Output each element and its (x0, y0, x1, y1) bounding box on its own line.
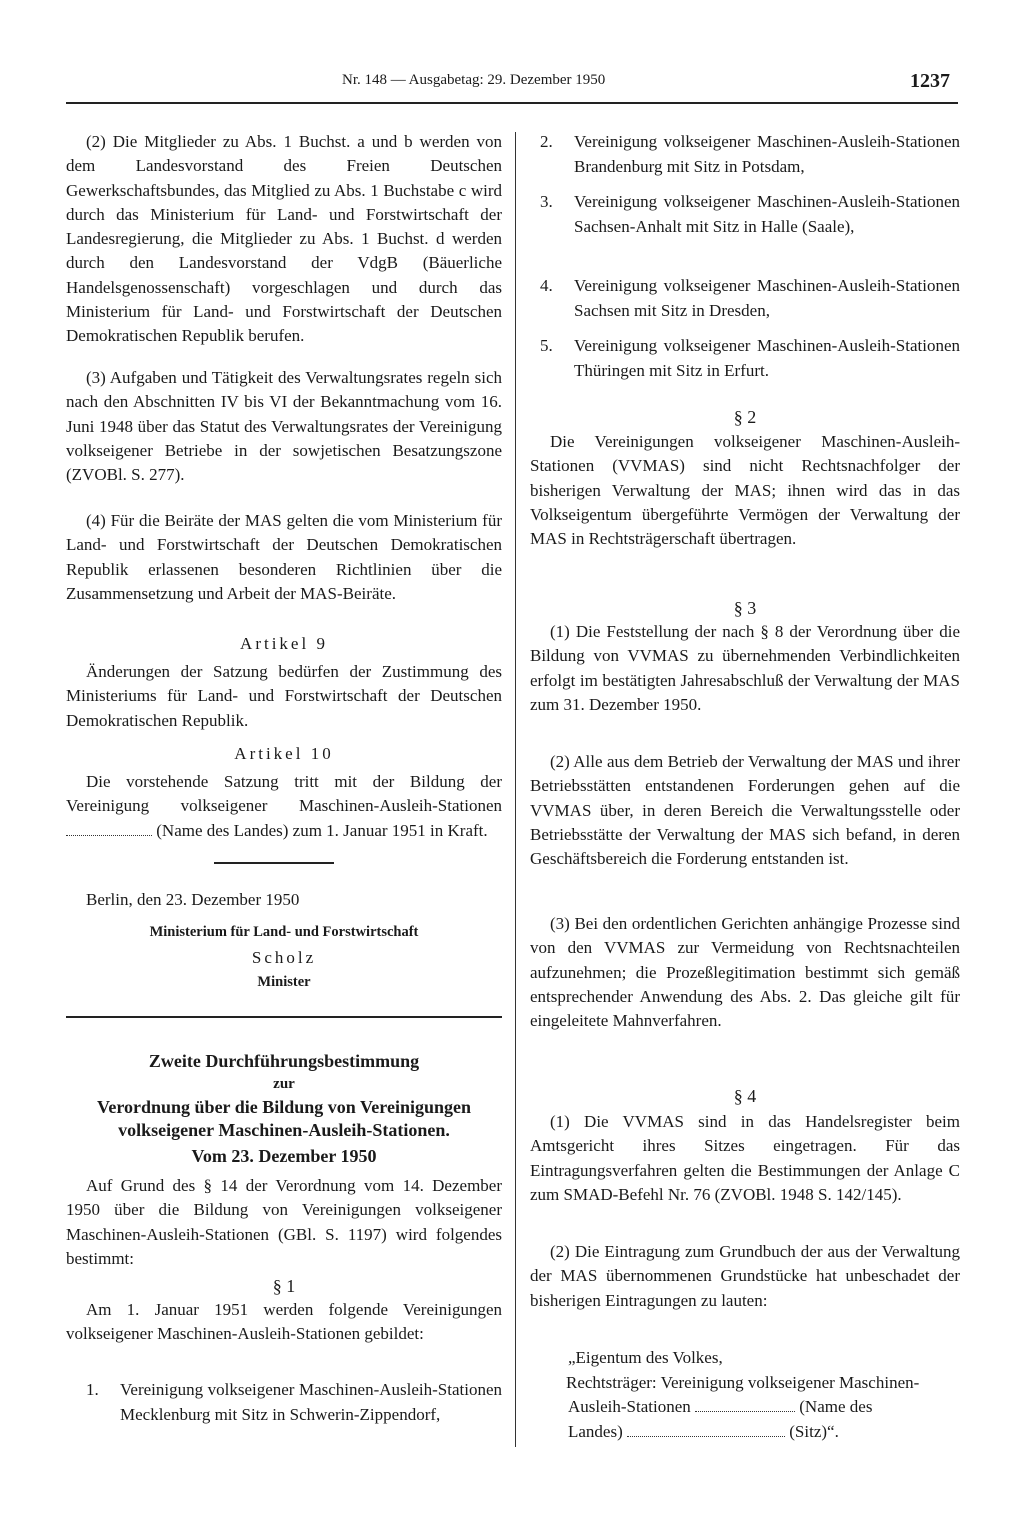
blank-land-name (66, 835, 152, 836)
list-item-text: Vereinigung volkseigener Maschinen-Ausleih-Stationen Sachsen-Anhalt mit Sitz in Halle (Saale), (574, 192, 960, 236)
blank-name-of-land (695, 1411, 795, 1412)
paragraph-4-clause-2: (2) Die Eintragung zum Grundbuch der aus der Verwaltung der MAS übernommenen Grundstücke hat unbeschadet der bisherigen Eintragungen zu lauten: (530, 1242, 960, 1310)
header-rule (66, 102, 958, 104)
para-4-advisory: (4) Für die Beiräte der MAS gelten die vom Ministerium für Land- und Forstwirtschaft der Deutschen Demokratischen Republik erlassenen besonderen Richtlinien über die Zusammensetzung und Arbeit der MAS-Beiräte. (66, 511, 502, 603)
header-issue-line: Nr. 148 — Ausgabetag: 29. Dezember 1950 (342, 72, 606, 88)
signer-title: Minister (257, 974, 311, 990)
place-date: Berlin, den 23. Dezember 1950 (86, 890, 300, 909)
article-9-text: Änderungen der Satzung bedürfen der Zustimmung des Ministeriums für Land- und Forstwirtschaft der Deutschen Demokratischen Republik. (66, 662, 502, 730)
paragraph-3-clause-3: (3) Bei den ordentlichen Gerichten anhängige Prozesse sind von den VVMAS zur Vermeidung von Rechtsnachteilen aufzunehmen; die Prozeßlegitimation bestimmt sich gemäß entsprechender Anwendung des Abs. 2. Das gleiche gilt für eingeleitete Mahnverfahren. (530, 914, 960, 1031)
list-item-text: Vereinigung volkseigener Maschinen-Ausleih-Stationen Sachsen mit Sitz in Dresden, (574, 276, 960, 320)
quote-text: Landes) (568, 1421, 623, 1441)
page-number: 1237 (910, 70, 950, 92)
paragraph-4-clause-1: (1) Die VVMAS sind in das Handelsregister beim Amtsgericht ihres Sitzes eingetragen. Für das Eintragungsverfahren gelten die Bestimmungen der Anlage C zum SMAD-Befehl Nr. 76 (ZVOBl. 1948 S. 142/145). (530, 1112, 960, 1204)
section-rule (66, 1016, 502, 1018)
list-item (86, 1378, 502, 1427)
paragraph-4-heading: § 4 (733, 1086, 757, 1106)
list-item-text: Vereinigung volkseigener Maschinen-Ausleih-Stationen Brandenburg mit Sitz in Potsdam, (574, 132, 960, 176)
list-item (540, 130, 960, 179)
paragraph-2-text: Die Vereinigungen volkseigener Maschinen-Ausleih-Stationen (VVMAS) sind nicht Rechtsnachfolger der bisherigen Verwaltung der MAS; ihnen wird das in das Volkseigentum übergeführte Vermögen der Verwaltung der MAS in Rechtsträgerschaft übertragen. (530, 432, 960, 549)
article-10-heading: Artikel 10 (234, 744, 334, 763)
quote-line-2 (568, 1371, 960, 1420)
paragraph-3-clause-1: (1) Die Feststellung der nach § 8 der Verordnung über die Bildung von VVMAS zu übernehmenden Verbindlichkeiten erfolgt im bestätigten Jahresabschluß der Verwaltung der MAS zum 31. Dezember 1950. (530, 622, 960, 714)
list-item-number: 3. (540, 192, 553, 211)
list-item (540, 334, 960, 383)
paragraph-1-text: Am 1. Januar 1951 werden folgende Vereinigungen volkseigener Maschinen-Ausleih-Stationen gebildet: (66, 1300, 502, 1344)
paragraph-2-heading: § 2 (733, 407, 757, 427)
paragraph-1-heading: § 1 (272, 1276, 296, 1296)
para-2-members: (2) Die Mitglieder zu Abs. 1 Buchst. a und b werden von dem Landesvorstand des Freien Deutschen Gewerkschaftsbundes, das Mitglied zu Abs. 1 Buchstabe c wird durch das Ministerium für Land- und Forstwirtschaft der Landesregierung, die Mitglieder zu Abs. 1 Buchst. d werden durch den Landesvorstand der VdgB (Bäuerliche Handelsgenossenschaft) vorgeschlagen und durch das Ministerium für Land- und Forstwirtschaft der Deutschen Demokratischen Republik berufen. (66, 132, 502, 346)
quote-line-3 (568, 1420, 960, 1445)
paragraph-3-clause-2: (2) Alle aus dem Betrieb der Verwaltung der MAS und ihrer Betriebsstätten entstandenen Forderungen gehen auf die VVMAS über, in deren Bereich die Verwaltungsstelle oder Betriebsstätte der Verwaltung der MAS sich befand, in deren Geschäftsbereich die Forderung entstanden ist. (530, 752, 960, 869)
column-divider (515, 132, 516, 1447)
short-rule (214, 862, 334, 864)
list-item-text: Vereinigung volkseigener Maschinen-Ausleih-Stationen Thüringen mit Sitz in Erfurt. (574, 336, 960, 380)
list-item-number: 5. (540, 336, 553, 355)
land-register-quote (568, 1346, 960, 1444)
article-9-heading: Artikel 9 (240, 634, 328, 653)
signer-name: Scholz (251, 948, 317, 967)
list-item-text: Vereinigung volkseigener Maschinen-Ausleih-Stationen Mecklenburg mit Sitz in Schwerin-Zippendorf, (120, 1380, 502, 1424)
ordinance-title (66, 1050, 502, 1142)
quote-text: (Sitz)“. (789, 1421, 839, 1441)
article-10-text: Die vorstehende Satzung tritt mit der Bildung der Vereinigung volkseigener Maschinen-Ausleih-Stationen (Name des Landes) zum 1. Januar 1951 in Kraft. (66, 772, 502, 840)
list-item-number: 4. (540, 276, 553, 295)
ordinance-date: Vom 23. Dezember 1950 (191, 1146, 377, 1166)
quote-line-1: „Eigentum des Volkes, (568, 1348, 723, 1367)
ministry-name: Ministerium für Land- und Forstwirtschaft (149, 924, 419, 940)
quote-text: (Name des (799, 1397, 873, 1416)
list-item (540, 190, 960, 239)
title-line-2: zur (273, 1076, 295, 1092)
blank-seat (627, 1436, 785, 1437)
list-item (540, 274, 960, 323)
paragraph-3-heading: § 3 (733, 598, 757, 618)
para-3-tasks: (3) Aufgaben und Tätigkeit des Verwaltungsrates regeln sich nach den Abschnitten IV bis VI der Bekanntmachung vom 16. Juni 1948 über das Statut des Verwaltungsrates der Vereinigung volkseigener Betriebe in der sowjetischen Besatzungszone (ZVOBl. S. 277). (66, 368, 502, 485)
ordinance-preamble: Auf Grund des § 14 der Verordnung vom 14. Dezember 1950 über die Bildung von Vereinigungen volkseigener Maschinen-Ausleih-Stationen (GBl. S. 1197) wird folgendes bestimmt: (66, 1176, 502, 1268)
title-line-3: Verordnung über die Bildung von Vereinigungen volkseigener Maschinen-Ausleih-Stationen. (97, 1097, 471, 1140)
list-item-number: 1. (86, 1380, 99, 1399)
quote-text: Rechtsträger: Vereinigung volkseigener Maschinen-Ausleih-Stationen (566, 1372, 920, 1416)
list-item-number: 2. (540, 132, 553, 151)
title-line-1: Zweite Durchführungsbestimmung (148, 1051, 420, 1071)
